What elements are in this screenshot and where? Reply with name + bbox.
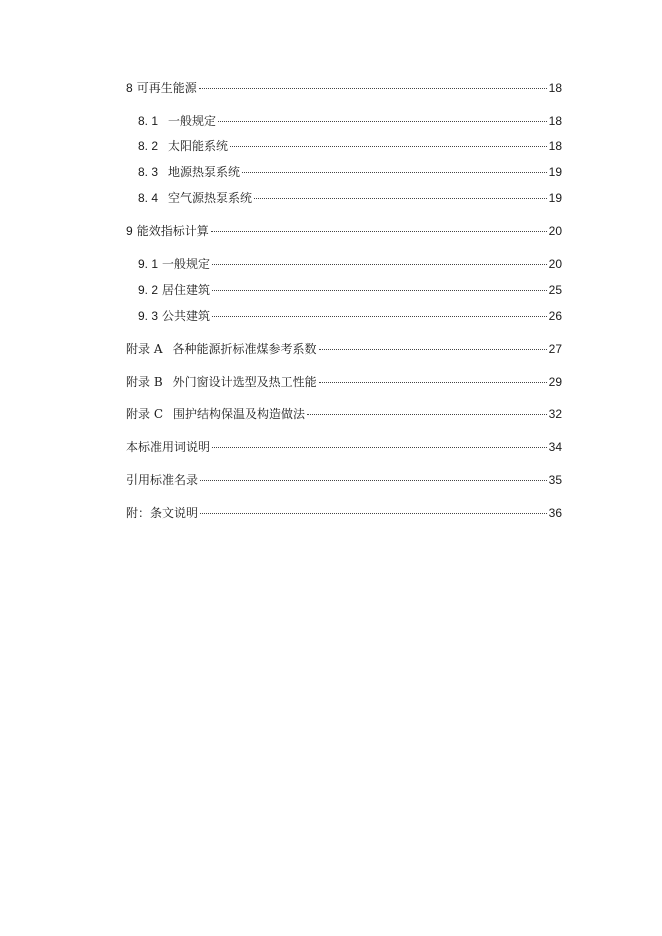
dot-leader <box>319 349 547 350</box>
toc-entry[interactable] <box>126 470 562 490</box>
toc-entry-number: 附录 A <box>126 342 163 356</box>
toc-entry-title: 一般规定 <box>168 114 217 128</box>
toc-entry[interactable] <box>126 437 562 457</box>
toc-entry-title: 公共建筑 <box>162 309 211 323</box>
toc-entry-number: 9. 3 <box>138 309 159 323</box>
toc-entry[interactable] <box>126 221 562 241</box>
toc-entry-number: 8. 4 <box>138 191 159 205</box>
toc-entry-page: 18 <box>548 114 562 128</box>
toc-entry-title: 附：条文说明 <box>126 506 199 520</box>
toc-entry[interactable] <box>126 280 562 300</box>
dot-leader <box>307 414 547 415</box>
toc-entry[interactable] <box>126 339 562 359</box>
toc-entry[interactable] <box>126 254 562 274</box>
toc-entry[interactable] <box>126 188 562 208</box>
dot-leader <box>212 264 547 265</box>
toc-entry-number: 8. 2 <box>138 139 159 153</box>
dot-leader <box>199 88 547 89</box>
toc-entry-page: 25 <box>548 283 562 297</box>
dot-leader <box>211 231 547 232</box>
toc-entry[interactable] <box>126 162 562 182</box>
toc-entry-page: 18 <box>548 81 562 95</box>
toc-entry[interactable] <box>126 136 562 156</box>
toc-entry-title: 太阳能系统 <box>168 139 229 153</box>
toc-entry-page: 32 <box>548 407 562 421</box>
toc-entry[interactable] <box>126 78 562 98</box>
toc-entry-page: 35 <box>548 473 562 487</box>
toc-entry-page: 20 <box>548 257 562 271</box>
toc-entry-title: 引用标准名录 <box>126 473 199 487</box>
dot-leader <box>200 513 547 514</box>
toc-entry-title: 一般规定 <box>162 257 211 271</box>
toc-entry-title: 地源热泵系统 <box>168 165 241 179</box>
dot-leader <box>319 382 547 383</box>
toc-entry-number: 附录 B <box>126 375 163 389</box>
toc-entry-page: 26 <box>548 309 562 323</box>
toc-entry-number: 8 <box>126 81 133 95</box>
toc-entry-page: 20 <box>548 224 562 238</box>
toc-entry[interactable] <box>126 306 562 326</box>
toc-entry[interactable] <box>126 111 562 131</box>
toc-entry[interactable] <box>126 503 562 523</box>
dot-leader <box>212 290 547 291</box>
toc-entry-title: 围护结构保温及构造做法 <box>173 407 306 421</box>
toc-entry-page: 19 <box>548 165 562 179</box>
toc-entry-title: 空气源热泵系统 <box>168 191 253 205</box>
toc-entry-page: 18 <box>548 139 562 153</box>
toc-entry-number: 8. 1 <box>138 114 159 128</box>
toc-entry-number: 附录 C <box>126 407 163 421</box>
toc-entry-title: 能效指标计算 <box>136 224 209 238</box>
toc-entry-page: 27 <box>548 342 562 356</box>
toc-entry-number: 9. 1 <box>138 257 159 271</box>
dot-leader <box>200 480 547 481</box>
toc-entry-title: 可再生能源 <box>136 81 197 95</box>
toc-entry-title: 本标准用词说明 <box>126 440 211 454</box>
dot-leader <box>242 172 547 173</box>
toc-entry-number: 8. 3 <box>138 165 159 179</box>
toc-entry-page: 19 <box>548 191 562 205</box>
toc-entry-page: 34 <box>548 440 562 454</box>
dot-leader <box>230 146 547 147</box>
toc-entry-title: 居住建筑 <box>162 283 211 297</box>
toc-entry-title: 各种能源折标准煤参考系数 <box>172 342 317 356</box>
dot-leader <box>218 121 547 122</box>
toc-entry-title: 外门窗设计选型及热工性能 <box>172 375 317 389</box>
toc-entry[interactable] <box>126 372 562 392</box>
dot-leader <box>212 316 547 317</box>
toc-entry-number: 9. 2 <box>138 283 159 297</box>
toc-entry-page: 29 <box>548 375 562 389</box>
toc-entry-page: 36 <box>548 506 562 520</box>
toc-entry[interactable] <box>126 404 562 424</box>
toc-entry-number: 9 <box>126 224 133 238</box>
dot-leader <box>212 447 547 448</box>
dot-leader <box>254 198 547 199</box>
